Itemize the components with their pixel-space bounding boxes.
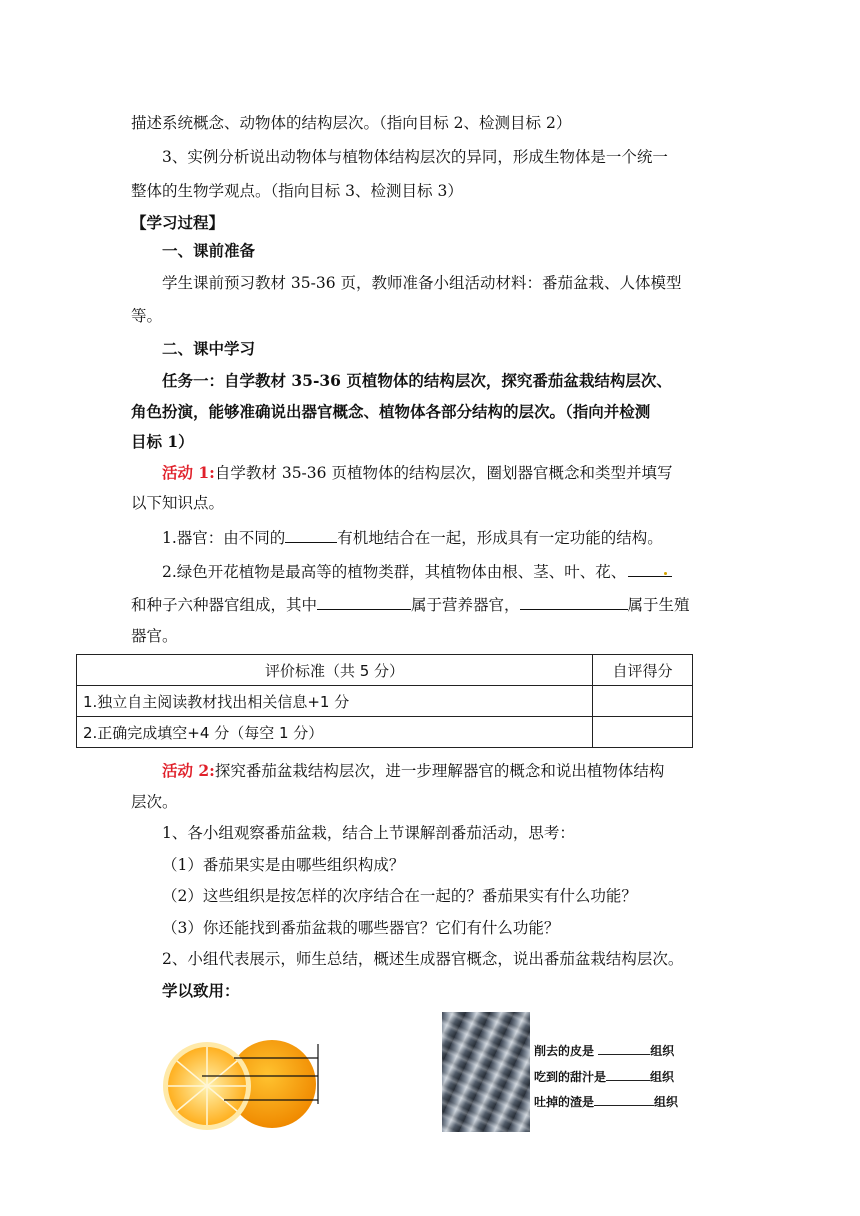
table-cell-score[interactable] [593,717,693,748]
sugarcane-label-residue [534,1093,678,1110]
task1-line2: 角色扮演，能够准确说出器官概念、植物体各部分结构的层次。（指向并检测 [131,402,651,421]
question2-blank-reproductive[interactable] [520,593,628,610]
question2-blank-vegetative[interactable] [317,593,411,610]
sugarcane-peel-suffix: 组织 [650,1044,675,1058]
paragraph-pre-class-line1: 学生课前预习教材 35-36 页，教师准备小组活动材料：番茄盆栽、人体模型 [162,274,682,292]
table-header-criteria: 评价标准（共 5 分） [77,655,593,686]
apply-heading: 学以致用： [162,981,240,1000]
activity1-line2: 以下知识点。 [131,494,225,512]
table-cell-criteria: 1.独立自主阅读教材找出相关信息+1 分 [77,686,593,717]
table-header-score: 自评得分 [593,655,693,686]
section-heading-learning-process: 【学习过程】 [131,213,225,232]
question2-line3: 器官。 [131,627,178,645]
step1: 1、各小组观察番茄盆栽，结合上节课解剖番茄活动，思考： [162,824,575,842]
sugarcane-image [442,1012,530,1132]
paragraph-objective-2: 描述系统概念、动物体的结构层次。（指向目标 2、检测目标 2） [131,114,572,132]
activity2-line1 [162,760,664,782]
sugarcane-peel-blank[interactable] [598,1042,650,1055]
activity2-label: 活动 2: [162,761,215,780]
sugarcane-residue-prefix: 吐掉的渣是 [534,1095,595,1109]
paragraph-pre-class-line2: 等。 [131,307,163,325]
question2-text: 2.绿色开花植物是最高等的植物类群，其植物体由根、茎、叶、花、 [162,563,627,581]
heading-pre-class: 一、课前准备 [162,241,256,260]
step1-question2: （2）这些组织是按怎样的次序结合在一起的？番茄果实有什么功能？ [162,887,637,905]
paragraph-objective-3-line2: 整体的生物学观点。（指向目标 3、检测目标 3） [131,182,463,200]
step1-question3: （3）你还能找到番茄盆栽的哪些器官？它们有什么功能？ [162,919,560,937]
activity1-label: 活动 1: [162,463,215,482]
table-header-row [77,655,693,686]
question1-prefix: 1.器官：由不同的 [162,529,286,547]
orange-cross-section-image [162,1034,322,1132]
sugarcane-label-peel [534,1042,674,1059]
heading-in-class: 二、课中学习 [162,339,256,358]
sugarcane-peel-prefix: 削去的皮是 [534,1044,595,1058]
sugarcane-residue-suffix: 组织 [654,1095,679,1109]
question2-line2 [131,593,690,616]
question2-line1 [162,560,667,583]
question1-suffix: 有机地结合在一起，形成具有一定功能的结构。 [337,529,663,547]
step2: 2、小组代表展示，师生总结，概述生成器官概念，说出番茄盆栽结构层次。 [162,950,684,968]
step1-question1: （1）番茄果实是由哪些组织构成？ [162,856,405,874]
question2-line2-suffix: 属于生殖 [627,596,690,614]
question1-blank[interactable] [285,526,337,543]
table-cell-score[interactable] [593,686,693,717]
task1-line1: 任务一：自学教材 35-36 页植物体的结构层次，探究番茄盆栽结构层次、 [162,371,672,390]
table-cell-criteria: 2.正确完成填空+4 分（每空 1 分） [77,717,593,748]
sugarcane-juice-suffix: 组织 [650,1070,675,1084]
sugarcane-juice-blank[interactable] [606,1068,650,1081]
question2-line2-prefix: 和种子六种器官组成，其中 [131,596,318,614]
table-row [77,717,693,748]
question2-line2-mid: 属于营养器官， [411,596,520,614]
sugarcane-juice-prefix: 吃到的甜汁是 [534,1070,607,1084]
evaluation-table [76,654,693,748]
activity1-text: 自学教材 35-36 页植物体的结构层次，圈划器官概念和类型并填写 [214,464,673,482]
sugarcane-label-juice [534,1068,674,1085]
activity1-line1 [162,462,672,484]
question1 [162,526,663,549]
paragraph-objective-3-line1: 3、实例分析说出动物体与植物体结构层次的异同，形成生物体是一个统一 [162,148,668,166]
sugarcane-residue-blank[interactable] [594,1093,654,1106]
activity2-text: 探究番茄盆栽结构层次，进一步理解器官的概念和说出植物体结构 [214,762,665,780]
table-row [77,686,693,717]
task1-line3: 目标 1） [131,432,194,451]
activity2-line2: 层次。 [131,793,178,811]
